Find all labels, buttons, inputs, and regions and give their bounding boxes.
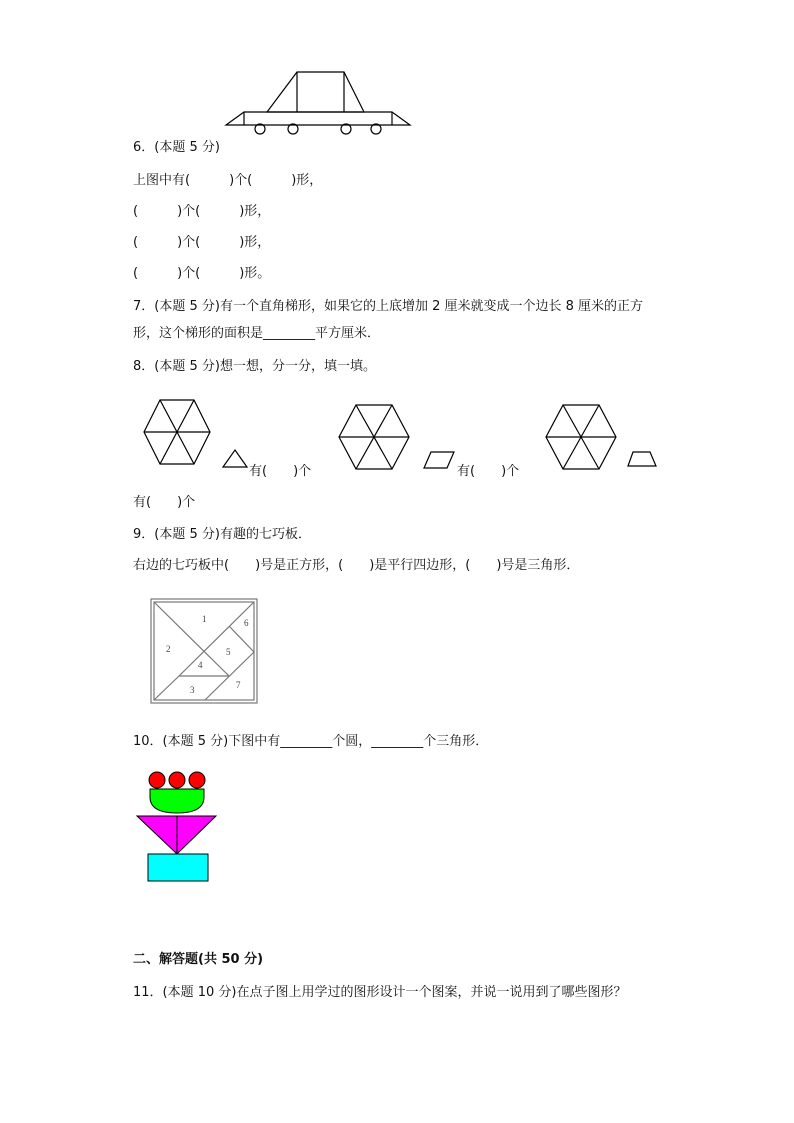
parallelogram-shape	[423, 451, 455, 469]
tangram-label-6: 6	[244, 618, 249, 628]
section-2-title: 二、解答题(共 50 分)	[133, 952, 264, 967]
trapezoid-shape	[627, 451, 657, 467]
hexagon-trapezoid-figure	[545, 404, 617, 470]
q8-label-c: 有( )个	[133, 495, 196, 510]
hexagon-triangles-figure	[143, 396, 211, 468]
q6-line1: 上图中有( )个( )形，	[133, 173, 323, 188]
q6-heading: 6．(本题 5 分)	[133, 140, 220, 155]
tangram-label-1: 1	[202, 614, 207, 624]
q10-question: 10．(本题 5 分)下图中有________个圆，________个三角形．	[133, 734, 489, 749]
cyan-rectangle	[148, 854, 208, 881]
red-circle-2	[169, 772, 185, 788]
green-bowl	[150, 789, 204, 813]
tangram-label-7: 7	[236, 680, 241, 690]
red-circle-1	[149, 772, 165, 788]
q8-label-b: 有( )个	[457, 464, 520, 479]
red-circle-3	[189, 772, 205, 788]
hexagon-rhombus-figure	[338, 404, 410, 470]
q6-line3: ( )个( )形，	[133, 235, 271, 250]
tangram-figure	[150, 598, 260, 706]
q7-line1: 7．(本题 5 分)有一个直角梯形，如果它的上底增加 2 厘米就变成一个边长 8 厘米的正方	[133, 299, 644, 314]
car-figure	[222, 68, 414, 134]
tangram-label-5: 5	[226, 647, 231, 657]
q9-title: 9．(本题 5 分)有趣的七巧板．	[133, 527, 311, 542]
tangram-label-3: 3	[190, 685, 195, 695]
colored-shapes-figure	[136, 769, 218, 884]
triangle-shape	[222, 449, 248, 469]
q6-line4: ( )个( )形。	[133, 266, 271, 281]
q8-label-a: 有( )个	[249, 464, 312, 479]
q11-question: 11．(本题 10 分)在点子图上用学过的图形设计一个图案，并说一说用到了哪些图形？	[133, 985, 627, 1000]
q8-question: 8．(本题 5 分)想一想，分一分，填一填。	[133, 359, 376, 374]
tangram-label-2: 2	[166, 644, 171, 654]
magenta-triangle-left	[137, 816, 177, 854]
tangram-label-4: 4	[198, 660, 203, 670]
q9-question: 右边的七巧板中( )号是正方形，( )是平行四边形，( )号是三角形．	[133, 558, 580, 573]
q7-line2: 形，这个梯形的面积是________平方厘米．	[133, 326, 381, 341]
magenta-triangle-right	[177, 816, 216, 854]
q6-line2: ( )个( )形，	[133, 204, 271, 219]
